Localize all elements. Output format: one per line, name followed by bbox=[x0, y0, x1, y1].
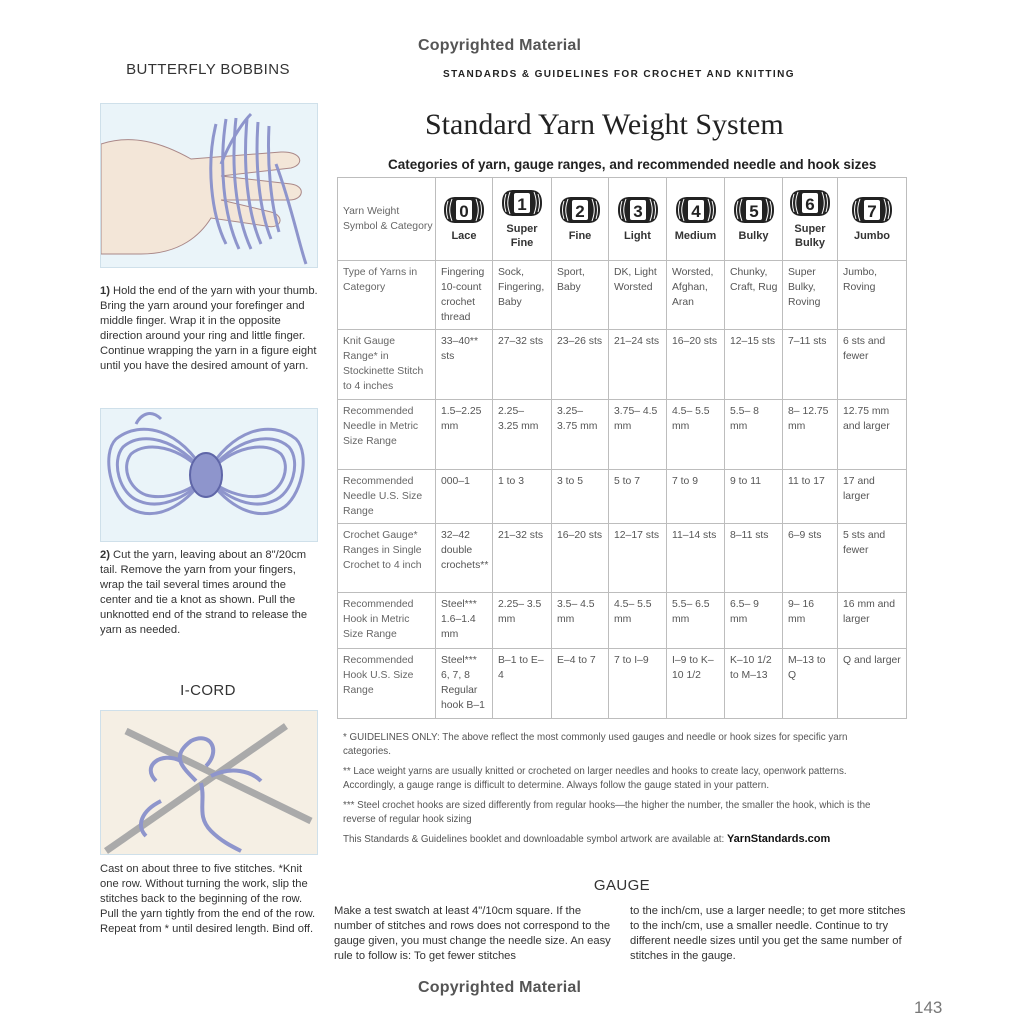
copyright-bottom: Copyrighted Material bbox=[418, 979, 582, 996]
row-label: Recommended Hook in Metric Size Range bbox=[338, 593, 436, 649]
step2-text: Cut the yarn, leaving about an 8"/20cm tail. Remove the yarn from your fingers, wrap the tail several times around the center and tie a knot as shown. Pull the unknotted end of the strand to release the yarn as needed. bbox=[100, 549, 308, 636]
table-cell: 7–11 sts bbox=[783, 330, 838, 400]
table-cell: 27–32 sts bbox=[493, 330, 552, 400]
table-subtitle: Categories of yarn, gauge ranges, and recommended needle and hook sizes bbox=[388, 157, 877, 172]
table-cell: 8– 12.75 mm bbox=[783, 400, 838, 470]
table-cell: 33–40** sts bbox=[436, 330, 493, 400]
page-kicker: STANDARDS & GUIDELINES FOR CROCHET AND KNITTING bbox=[443, 69, 795, 80]
gauge-text-col2: to the inch/cm, use a larger needle; to get more stitches to the inch/cm, use a smaller needle. Continue to try different needle sizes until you get the same number of stitches in the gauge. bbox=[630, 905, 906, 962]
table-cell: 4.5– 5.5 mm bbox=[609, 593, 667, 649]
table-cell: 12.75 mm and larger bbox=[838, 400, 907, 470]
footnote-lace: ** Lace weight yarns are usually knitted or crocheted on larger needles and hooks to create lacy, openwork patterns. Accordingly, a gauge range is difficult to determine. Always follow the gauge stated in your pattern. bbox=[343, 766, 847, 791]
category-cell bbox=[725, 178, 783, 261]
yarn-skein-icon bbox=[616, 195, 660, 225]
table-cell: M–13 to Q bbox=[783, 649, 838, 719]
table-cell: 6.5– 9 mm bbox=[725, 593, 783, 649]
category-name: Light bbox=[624, 230, 651, 242]
table-cell: 23–26 sts bbox=[552, 330, 609, 400]
yarn-skein-icon bbox=[442, 195, 486, 225]
skein-number: 4 bbox=[690, 202, 701, 221]
table-cell: 21–24 sts bbox=[609, 330, 667, 400]
table-cell: 3.75– 4.5 mm bbox=[609, 400, 667, 470]
table-cell: 12–17 sts bbox=[609, 524, 667, 593]
table-cell: 7 to I–9 bbox=[609, 649, 667, 719]
row-label: Crochet Gauge* Ranges in Single Crochet to 4 inch bbox=[338, 524, 436, 593]
table-cell: 5.5– 6.5 mm bbox=[667, 593, 725, 649]
skein-number: 3 bbox=[632, 202, 643, 221]
footnotes bbox=[343, 731, 883, 854]
table-row bbox=[338, 593, 907, 649]
category-cell bbox=[783, 178, 838, 261]
butterfly-bobbin-illustration bbox=[100, 408, 318, 542]
row-label: Recommended Hook U.S. Size Range bbox=[338, 649, 436, 719]
table-cell: 4.5– 5.5 mm bbox=[667, 400, 725, 470]
table-cell: 1 to 3 bbox=[493, 470, 552, 524]
i-cord-illustration bbox=[100, 710, 318, 855]
table-header-row bbox=[338, 178, 907, 261]
table-cell: 11 to 17 bbox=[783, 470, 838, 524]
category-cell bbox=[493, 178, 552, 261]
yarn-skein-icon bbox=[732, 195, 776, 225]
category-name: Jumbo bbox=[853, 230, 891, 242]
table-cell: K–10 1/2 to M–13 bbox=[725, 649, 783, 719]
table-cell: 6–9 sts bbox=[783, 524, 838, 593]
table-cell: 5 to 7 bbox=[609, 470, 667, 524]
table-cell: 3.25– 3.75 mm bbox=[552, 400, 609, 470]
table-cell: Sock, Fingering, Baby bbox=[493, 261, 552, 330]
page-title: Standard Yarn Weight System bbox=[425, 108, 784, 141]
table-cell: Steel*** 6, 7, 8 Regular hook B–1 bbox=[436, 649, 493, 719]
table-cell: 2.25– 3.25 mm bbox=[493, 400, 552, 470]
availability-text: This Standards & Guidelines booklet and downloadable symbol artwork are available at: bbox=[343, 834, 727, 845]
row-label: Recommended Needle U.S. Size Range bbox=[338, 470, 436, 524]
table-cell: 5.5– 8 mm bbox=[725, 400, 783, 470]
yarn-skein-icon bbox=[674, 195, 718, 225]
table-cell: 9 to 11 bbox=[725, 470, 783, 524]
yarn-skein-icon bbox=[500, 188, 544, 218]
table-cell: 32–42 double crochets** bbox=[436, 524, 493, 593]
table-cell: 1.5–2.25 mm bbox=[436, 400, 493, 470]
table-row bbox=[338, 330, 907, 400]
step2-number: 2) bbox=[100, 549, 110, 561]
category-name: Super Fine bbox=[506, 223, 538, 249]
table-cell: I–9 to K–10 1/2 bbox=[667, 649, 725, 719]
table-cell: B–1 to E–4 bbox=[493, 649, 552, 719]
step1-text: Hold the end of the yarn with your thumb. Bring the yarn around your forefinger and middle finger. Wrap it in the opposite direction around your ring and little finger. Continue wrapping the yarn in a figure eight until you have the desired amount of yarn. bbox=[100, 285, 318, 372]
butterfly-bobbins-heading: BUTTERFLY BOBBINS bbox=[126, 61, 290, 78]
yarn-skein-icon bbox=[788, 188, 832, 218]
category-cell bbox=[838, 178, 907, 261]
table-cell: 16–20 sts bbox=[667, 330, 725, 400]
category-name: Medium bbox=[674, 230, 717, 242]
skein-number: 1 bbox=[517, 195, 527, 214]
category-name: Lace bbox=[451, 230, 477, 242]
table-cell: 2.25– 3.5 mm bbox=[493, 593, 552, 649]
table-row bbox=[338, 649, 907, 719]
table-cell: 21–32 sts bbox=[493, 524, 552, 593]
table-cell: Super Bulky, Roving bbox=[783, 261, 838, 330]
category-cell bbox=[436, 178, 493, 261]
table-cell: 16–20 sts bbox=[552, 524, 609, 593]
skein-number: 2 bbox=[575, 202, 585, 221]
yarn-skein-icon bbox=[850, 195, 894, 225]
table-cell: 6 sts and fewer bbox=[838, 330, 907, 400]
hand-wrapping-illustration bbox=[100, 103, 318, 268]
skein-number: 5 bbox=[748, 202, 759, 221]
table-row bbox=[338, 261, 907, 330]
table-cell: Jumbo, Roving bbox=[838, 261, 907, 330]
table-cell: 16 mm and larger bbox=[838, 593, 907, 649]
gauge-heading: GAUGE bbox=[593, 877, 651, 894]
table-row bbox=[338, 524, 907, 593]
yarn-weight-table bbox=[337, 177, 907, 719]
table-cell: Chunky, Craft, Rug bbox=[725, 261, 783, 330]
category-cell bbox=[609, 178, 667, 261]
category-name: Super Bulky bbox=[794, 223, 826, 249]
table-cell: 3.5– 4.5 mm bbox=[552, 593, 609, 649]
table-cell: 12–15 sts bbox=[725, 330, 783, 400]
skein-number: 7 bbox=[867, 202, 877, 221]
table-cell: 11–14 sts bbox=[667, 524, 725, 593]
table-cell: 8–11 sts bbox=[725, 524, 783, 593]
table-cell: E–4 to 7 bbox=[552, 649, 609, 719]
table-cell: Q and larger bbox=[838, 649, 907, 719]
butterfly-step1 bbox=[100, 284, 318, 374]
row-label: Knit Gauge Range* in Stockinette Stitch to 4 inches bbox=[338, 330, 436, 400]
yarn-skein-icon bbox=[558, 195, 602, 225]
table-cell: Worsted, Afghan, Aran bbox=[667, 261, 725, 330]
row-label: Type of Yarns in Category bbox=[338, 261, 436, 330]
i-cord-instructions: Cast on about three to five stitches. *Knit one row. Without turning the work, slip the stitches back to the beginning of the row. Pull the yarn tightly from the end of the row. Repeat from * until desired length. Bind off. bbox=[100, 863, 316, 935]
table-cell: Sport, Baby bbox=[552, 261, 609, 330]
row-label: Yarn Weight Symbol & Category bbox=[338, 178, 436, 261]
footnote-guidelines: * GUIDELINES ONLY: The above reflect the most commonly used gauges and needle or hook sizes for specific yarn categories. bbox=[343, 732, 848, 757]
category-name: Bulky bbox=[738, 230, 769, 242]
table-cell: 7 to 9 bbox=[667, 470, 725, 524]
copyright-top: Copyrighted Material bbox=[418, 37, 582, 54]
page-number: 143 bbox=[914, 998, 943, 1017]
yarnstandards-link[interactable]: YarnStandards.com bbox=[726, 833, 831, 845]
step1-number: 1) bbox=[100, 285, 110, 297]
footnote-steel: *** Steel crochet hooks are sized differently from regular hooks—the higher the number, the smaller the hook, which is the reverse of regular hook sizing bbox=[343, 800, 871, 825]
footnote-availability bbox=[343, 833, 883, 847]
table-cell: DK, Light Worsted bbox=[609, 261, 667, 330]
category-cell bbox=[552, 178, 609, 261]
table-cell: Fingering 10-count crochet thread bbox=[436, 261, 493, 330]
i-cord-heading: I-CORD bbox=[180, 682, 236, 699]
category-name: Fine bbox=[568, 230, 592, 242]
table-cell: 5 sts and fewer bbox=[838, 524, 907, 593]
table-cell: 17 and larger bbox=[838, 470, 907, 524]
table-row bbox=[338, 470, 907, 524]
table-row bbox=[338, 400, 907, 470]
row-label: Recommended Needle in Metric Size Range bbox=[338, 400, 436, 470]
category-cell bbox=[667, 178, 725, 261]
butterfly-step2 bbox=[100, 548, 318, 638]
table-cell: 000–1 bbox=[436, 470, 493, 524]
skein-number: 6 bbox=[805, 195, 815, 214]
table-cell: Steel*** 1.6–1.4 mm bbox=[436, 593, 493, 649]
skein-number: 0 bbox=[459, 202, 469, 221]
gauge-text-col1: Make a test swatch at least 4"/10cm square. If the number of stitches and rows does not correspond to the gauge given, you must change the needle size. An easy rule to follow is: To get fewer stitches bbox=[334, 905, 611, 962]
table-cell: 3 to 5 bbox=[552, 470, 609, 524]
table-cell: 9– 16 mm bbox=[783, 593, 838, 649]
